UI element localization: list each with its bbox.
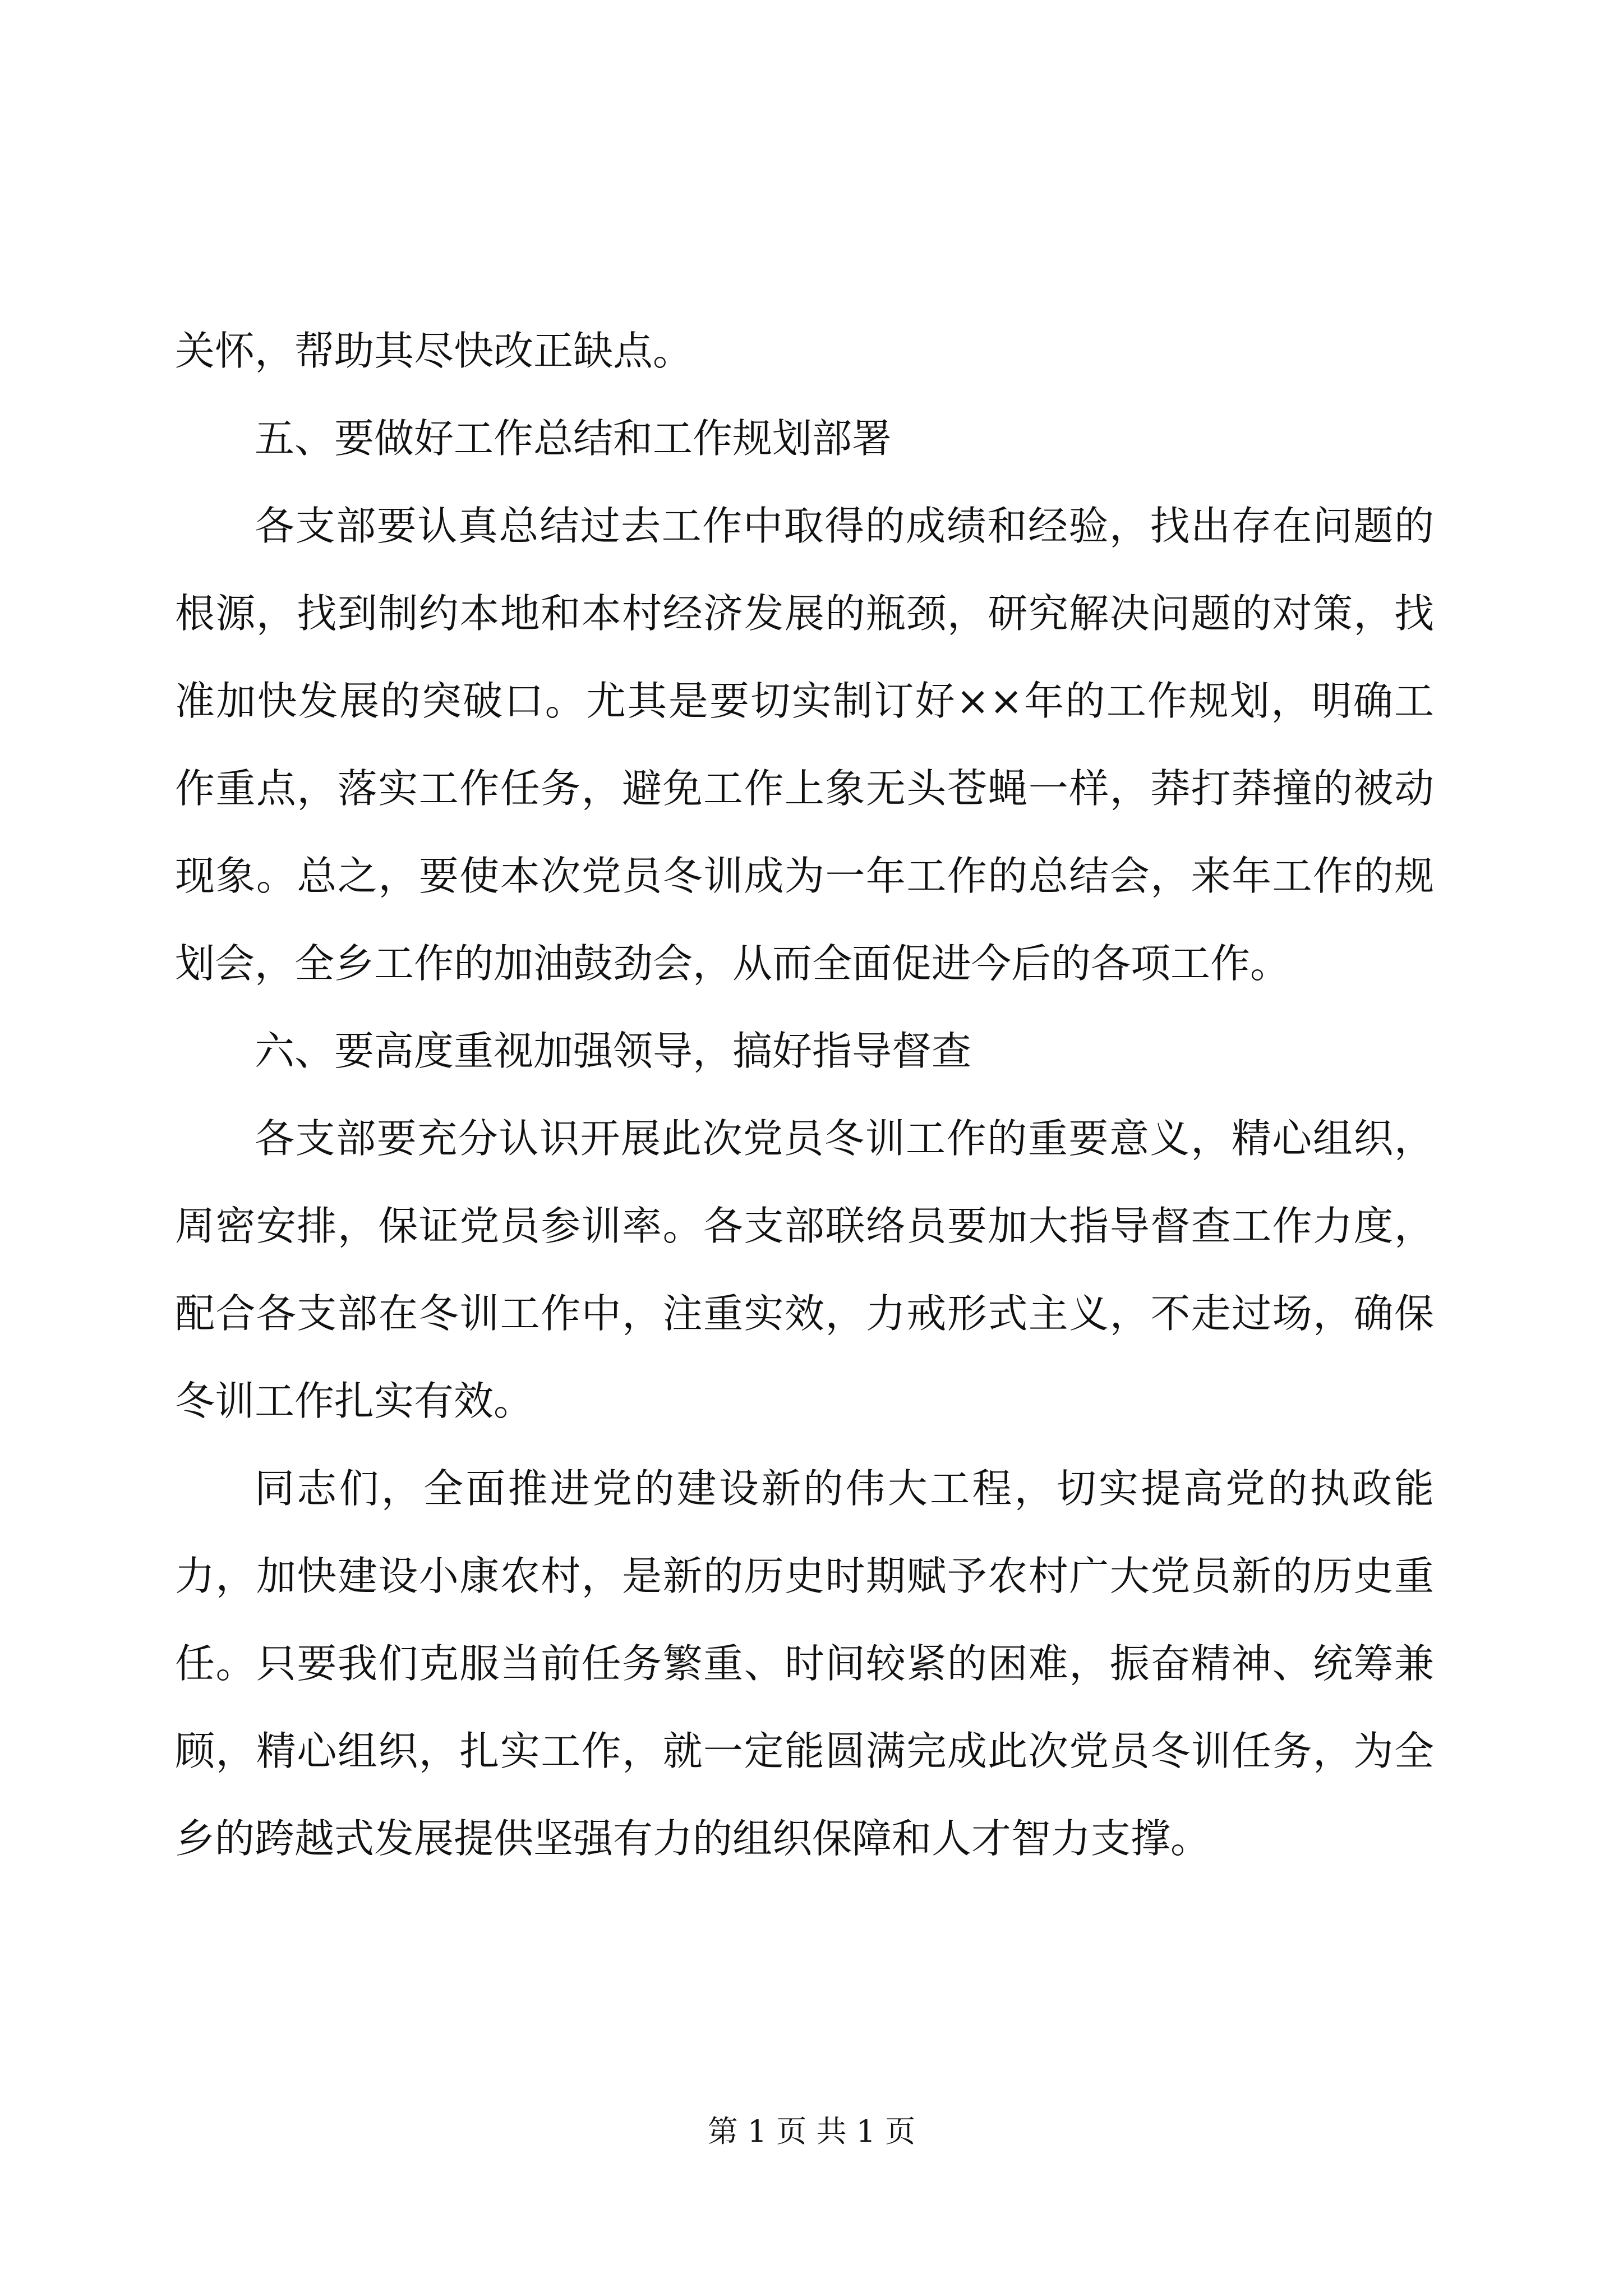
paragraph-closing: 同志们，全面推进党的建设新的伟大工程，切实提高党的执政能力，加快建设小康农村，是新的历史时期赋予农村广大党员新的历史重任。只要我们克服当前任务繁重、时间较紧的困难，振奋精神、统筹兼顾，精心组织，扎实工作，就一定能圆满完成此次党员冬训任务，为全乡的跨越式发展提供坚强有力的组织保障和人才智力支撑。 bbox=[175, 1465, 1434, 1862]
section-heading-5: 五、要做好工作总结和工作规划部署 bbox=[255, 415, 892, 462]
page-footer bbox=[0, 2109, 1623, 2154]
paragraph-continuation: 关怀，帮助其尽快改正缺点。 bbox=[175, 328, 693, 374]
document-body bbox=[175, 307, 1434, 1883]
section-heading-6: 六、要高度重视加强领导，搞好指导督查 bbox=[255, 1028, 972, 1074]
page-number-label: 第 1 页 共 1 页 bbox=[707, 2114, 916, 2149]
paragraph-leadership-supervision: 各支部要充分认识开展此次党员冬训工作的重要意义，精心组织，周密安排，保证党员参训率。各支部联络员要加大指导督查工作力度，配合各支部在冬训工作中，注重实效，力戒形式主义，不走过场，确保冬训工作扎实有效。 bbox=[175, 1115, 1434, 1424]
paragraph-summary-planning: 各支部要认真总结过去工作中取得的成绩和经验，找出存在问题的根源，找到制约本地和本村经济发展的瓶颈，研究解决问题的对策，找准加快发展的突破口。尤其是要切实制订好××年的工作规划，明确工作重点，落实工作任务，避免工作上象无头苍蝇一样，莽打莽撞的被动现象。总之，要使本次党员冬训成为一年工作的总结会，来年工作的规划会，全乡工作的加油鼓劲会，从而全面促进今后的各项工作。 bbox=[175, 503, 1434, 987]
